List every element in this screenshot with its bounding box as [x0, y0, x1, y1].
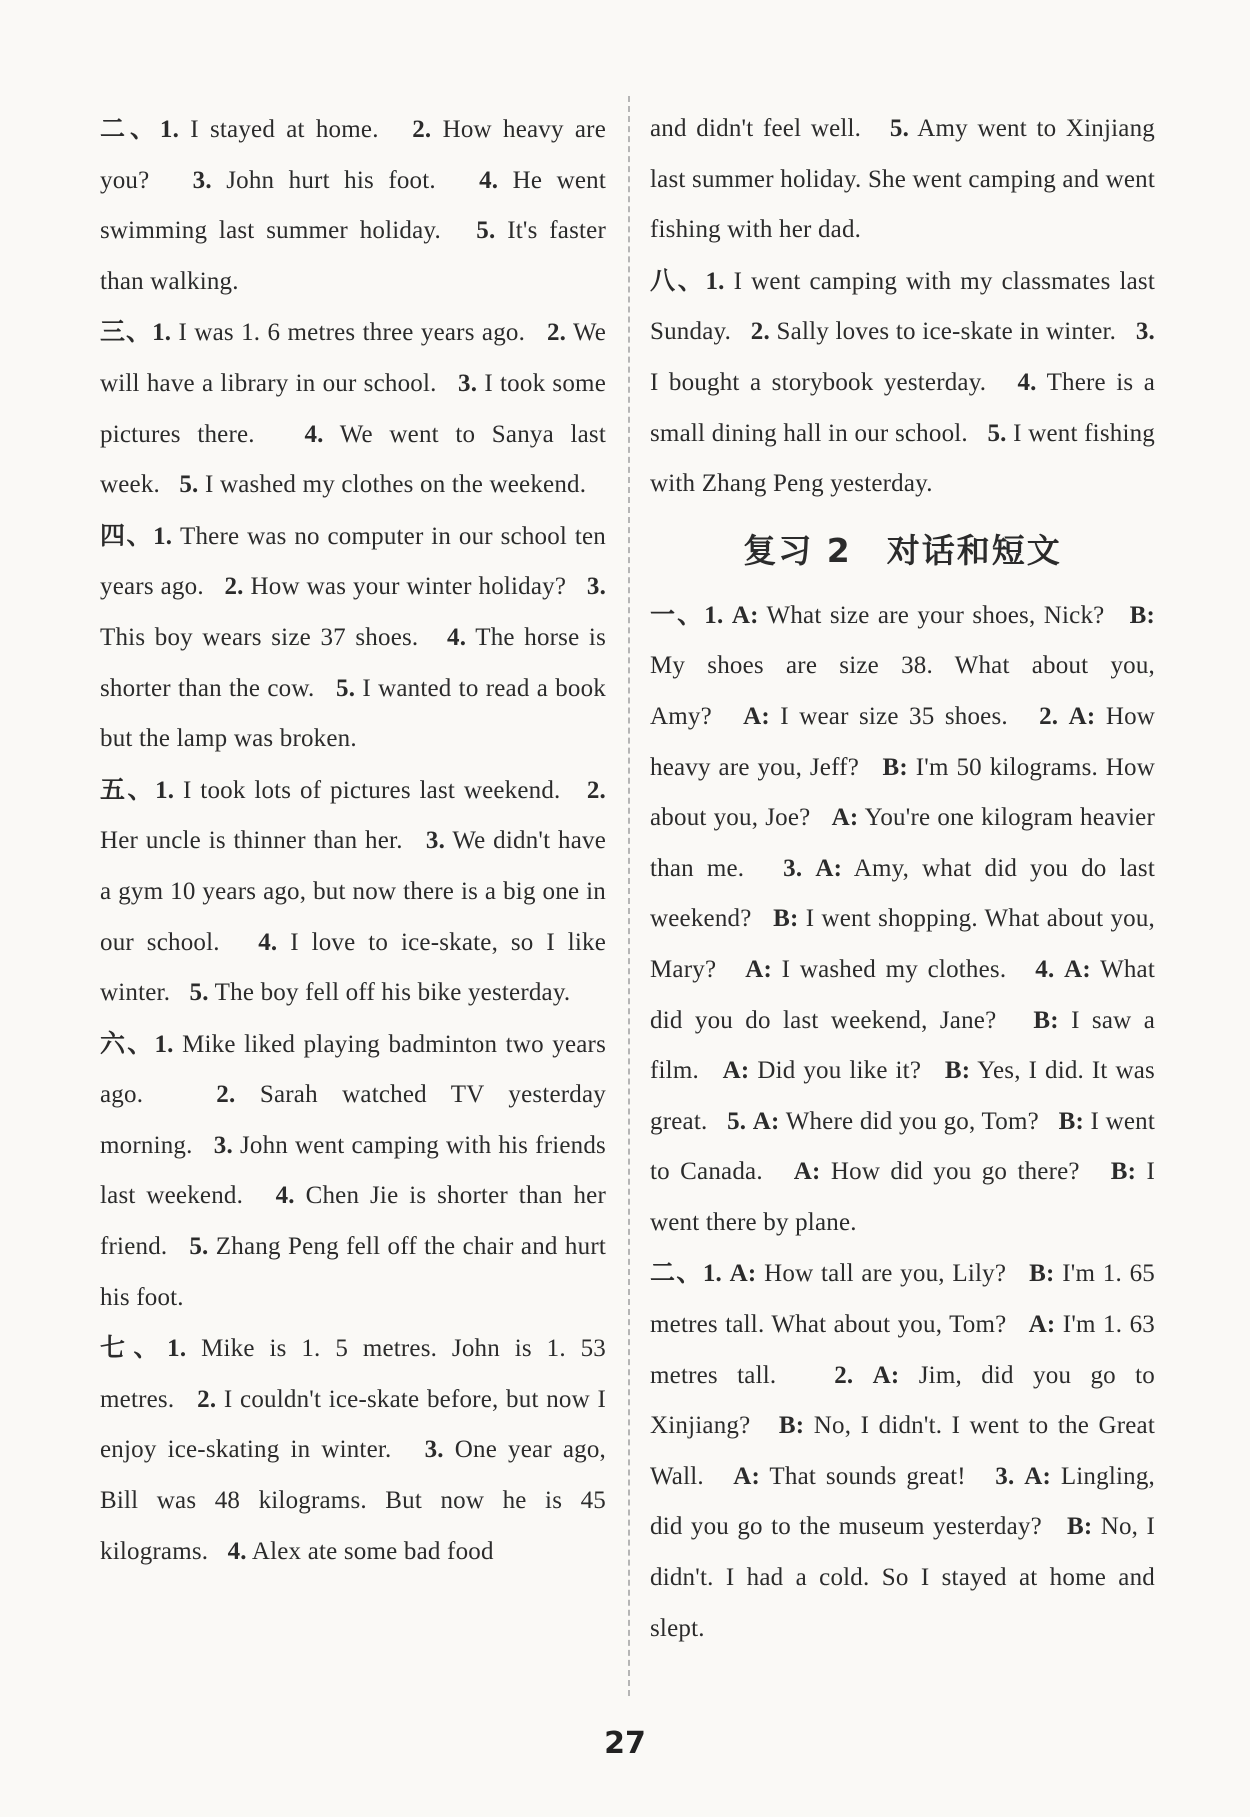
speaker-label: B:	[1129, 601, 1156, 629]
answer-text: I bought a storybook yesterday.	[650, 368, 987, 396]
speaker-label: B:	[944, 1057, 971, 1085]
dialogue-line: How heavy are you, Jeff?	[650, 702, 1156, 781]
answer-text: There was no computer in our school ten years ago.	[100, 522, 606, 601]
item-number: 2.	[216, 1081, 236, 1109]
dialogue-line: You're one kilogram heavier than me.	[650, 804, 1155, 882]
dialogue-line: How did you go there?	[830, 1158, 1080, 1186]
section-label: 八、	[650, 265, 706, 295]
item-number: 2.	[1039, 702, 1059, 730]
section-label: 三、	[100, 317, 153, 347]
speaker-label: B:	[1066, 1513, 1093, 1541]
answer-text: We didn't have a gym 10 years ago, but now there is a big one in our school.	[100, 827, 607, 956]
item-number: 1.	[705, 267, 725, 295]
dialogue-line: Lingling, did you go to the museum yesterday?	[650, 1462, 1155, 1541]
item-number: 1.	[153, 522, 173, 550]
speaker-label: A:	[1068, 702, 1096, 730]
dialogue-line: That sounds great!	[769, 1462, 966, 1490]
speaker-label: A:	[815, 854, 843, 882]
section-label: 四、	[100, 520, 154, 550]
right-column	[650, 104, 1155, 1654]
answer-text: This boy wears size 37 shoes.	[100, 623, 419, 651]
dialogue-line: Where did you go, Tom?	[785, 1107, 1039, 1135]
speaker-label: B:	[778, 1412, 805, 1440]
item-number: 3.	[424, 1436, 444, 1464]
answer-text: The horse is shorter than the cow.	[100, 623, 607, 702]
section-label: 五、	[100, 774, 156, 804]
right-column-bottom	[650, 590, 1155, 1654]
dialogue-line: What size are your shoes, Nick?	[766, 601, 1105, 629]
item-number: 5.	[727, 1107, 747, 1135]
answer-text: He went swimming last summer holiday.	[100, 166, 607, 245]
item-number: 5.	[179, 471, 199, 499]
answer-text: Sarah watched TV yesterday morning.	[100, 1081, 606, 1159]
item-number: 5.	[189, 979, 209, 1007]
speaker-label: A:	[731, 601, 759, 629]
item-number: 1.	[159, 116, 180, 143]
item-number: 2.	[197, 1385, 217, 1413]
answer-text: I was 1. 6 metres three years ago.	[178, 319, 526, 347]
dialogue-line: How tall are you, Lily?	[764, 1260, 1007, 1288]
answer-text: I took some pictures there.	[100, 369, 606, 448]
dialogue-line: I went to Canada.	[650, 1107, 1156, 1186]
item-number: 2.	[586, 776, 606, 804]
item-number: 4.	[1017, 368, 1037, 396]
dialogue-line: I washed my clothes.	[781, 955, 1007, 983]
item-number: 3.	[192, 166, 212, 194]
item-number: 4.	[1035, 955, 1055, 983]
section-label: 二、	[100, 114, 160, 143]
answer-section	[100, 1019, 606, 1324]
answer-section	[650, 104, 1155, 256]
speaker-label: B:	[1058, 1107, 1084, 1135]
answer-text: Mike liked playing badminton two years ago.	[100, 1030, 606, 1109]
answer-section	[100, 765, 606, 1019]
item-number: 5.	[476, 217, 496, 245]
dialogue-line: I went shopping. What about you, Mary?	[650, 905, 1155, 983]
answer-text: There is a small dining hall in our school.	[650, 368, 1156, 447]
item-number: 1.	[702, 1260, 722, 1288]
item-number: 5.	[889, 115, 910, 142]
item-number: 2.	[546, 319, 567, 347]
answer-text: I went fishing with Zhang Peng yesterday.	[650, 419, 1155, 498]
speaker-label: A:	[752, 1107, 780, 1135]
answer-text: John went camping with his friends last weekend.	[100, 1131, 606, 1210]
answer-text: How heavy are you?	[100, 116, 606, 194]
answer-text: Zhang Peng fell off the chair and hurt his foot.	[100, 1233, 606, 1311]
answer-text: I took lots of pictures last weekend.	[183, 776, 561, 804]
answer-text: Mike is 1. 5 metres. John is 1. 53 metres.	[100, 1335, 606, 1413]
dialogue-line: Did you like it?	[757, 1057, 922, 1085]
answer-text: Amy went to Xinjiang last summer holiday. She went camping and went fishing with her dad.	[650, 115, 1155, 244]
item-number: 1.	[704, 601, 724, 629]
answer-text: Alex ate some bad food	[251, 1537, 494, 1565]
item-number: 1.	[167, 1335, 187, 1363]
answer-text: We will have a library in our school.	[100, 319, 607, 397]
speaker-label: A:	[743, 702, 770, 730]
speaker-label: A:	[1028, 1311, 1056, 1339]
item-number: 2.	[412, 116, 432, 143]
item-number: 3.	[995, 1462, 1015, 1490]
answer-text: I wanted to read a book but the lamp was broken.	[100, 674, 607, 753]
dialogue-line: I'm 1. 63 metres tall.	[650, 1311, 1155, 1389]
answer-text: How was your winter holiday?	[250, 573, 567, 601]
dialogue-line: Yes, I did. It was great.	[650, 1057, 1155, 1135]
speaker-label: B:	[882, 753, 908, 781]
answer-text: Sally loves to ice-skate in winter.	[776, 318, 1117, 346]
item-number: 4.	[275, 1182, 295, 1210]
item-number: 1.	[154, 1030, 174, 1058]
answer-text: We went to Sanya last week.	[100, 420, 606, 499]
item-number: 3.	[586, 573, 607, 601]
item-number: 3.	[1135, 318, 1156, 346]
dialogue-line: No, I didn't. I went to the Great Wall.	[650, 1412, 1155, 1490]
item-number: 5.	[336, 674, 356, 702]
speaker-label: B:	[1033, 1006, 1059, 1034]
speaker-label: A:	[729, 1260, 757, 1288]
dialogue-line: My shoes are size 38. What about you, Amy?	[650, 652, 1155, 730]
section-label: 七、	[100, 1333, 168, 1363]
answer-text: I went camping with my classmates last Sunday.	[650, 267, 1156, 346]
dialogue-line: What did you do last weekend, Jane?	[650, 955, 1156, 1034]
section-label: 二、	[650, 1258, 703, 1288]
speaker-label: A:	[1064, 955, 1091, 983]
answer-text: I stayed at home.	[190, 116, 379, 143]
answer-text: Her uncle is thinner than her.	[100, 827, 403, 855]
speaker-label: A:	[745, 955, 772, 983]
speaker-label: B:	[1029, 1260, 1055, 1288]
speaker-label: A:	[831, 804, 859, 832]
dialogue-line: I'm 1. 65 metres tall. What about you, Tom?	[650, 1260, 1156, 1339]
answer-text: I couldn't ice-skate before, but now I enjoy ice-skating in winter.	[100, 1385, 606, 1464]
item-number: 2.	[750, 318, 770, 346]
column-divider	[628, 96, 630, 1696]
answer-section	[650, 1248, 1155, 1654]
item-number: 4.	[479, 166, 499, 194]
answer-text: One year ago, Bill was 48 kilograms. But now he is 45 kilograms.	[100, 1436, 607, 1565]
dialogue-line: I went there by plane.	[650, 1158, 1155, 1236]
item-number: 3.	[213, 1131, 233, 1159]
answer-section	[650, 590, 1155, 1249]
speaker-label: A:	[722, 1057, 750, 1085]
item-number: 4.	[227, 1537, 247, 1565]
answer-section	[650, 256, 1155, 510]
item-number: 1.	[152, 319, 172, 347]
dialogue-line: I wear size 35 shoes.	[780, 702, 1008, 730]
dialogue-line: I'm 50 kilograms. How about you, Joe?	[650, 753, 1155, 832]
item-number: 3.	[458, 369, 478, 397]
dialogue-line: Jim, did you go to Xinjiang?	[650, 1361, 1155, 1440]
item-number: 3.	[783, 854, 803, 882]
item-number: 5.	[189, 1233, 209, 1261]
answer-text: The boy fell off his bike yesterday.	[214, 979, 571, 1007]
dialogue-line: Amy, what did you do last weekend?	[650, 854, 1155, 933]
answer-text: Chen Jie is shorter than her friend.	[100, 1182, 606, 1261]
answer-section	[100, 104, 606, 307]
section-label: 六、	[100, 1028, 155, 1058]
speaker-label: A:	[872, 1361, 900, 1389]
item-number: 2.	[224, 573, 244, 601]
item-number: 4.	[304, 420, 324, 448]
speaker-label: B:	[773, 905, 799, 933]
item-number: 1.	[155, 776, 175, 804]
speaker-label: B:	[1110, 1158, 1137, 1186]
item-number: 5.	[987, 419, 1007, 447]
section-label: 一、	[650, 599, 705, 629]
answer-section	[100, 511, 606, 765]
answer-text: I love to ice-skate, so I like winter.	[100, 928, 606, 1007]
answer-text: It's faster than walking.	[100, 217, 606, 295]
speaker-label: A:	[733, 1462, 761, 1490]
item-number: 2.	[834, 1361, 854, 1389]
dialogue-line: No, I didn't. I had a cold. So I stayed at home and slept.	[650, 1513, 1155, 1642]
answer-section	[100, 1323, 606, 1577]
answer-section	[100, 307, 606, 510]
item-number: 3.	[425, 827, 446, 855]
speaker-label: A:	[793, 1158, 821, 1186]
answer-text: and didn't feel well.	[650, 115, 862, 142]
left-column	[100, 104, 606, 1577]
page-number: 27	[604, 1726, 646, 1761]
item-number: 4.	[447, 623, 467, 651]
speaker-label: A:	[1024, 1462, 1051, 1490]
answer-text: John hurt his foot.	[226, 166, 436, 194]
dialogue-line: I saw a film.	[650, 1006, 1156, 1085]
answer-text: I washed my clothes on the weekend.	[204, 471, 587, 499]
review-section-title: 复习 2 对话和短文	[743, 530, 1062, 570]
right-column-top	[650, 104, 1155, 510]
item-number: 4.	[258, 928, 278, 956]
